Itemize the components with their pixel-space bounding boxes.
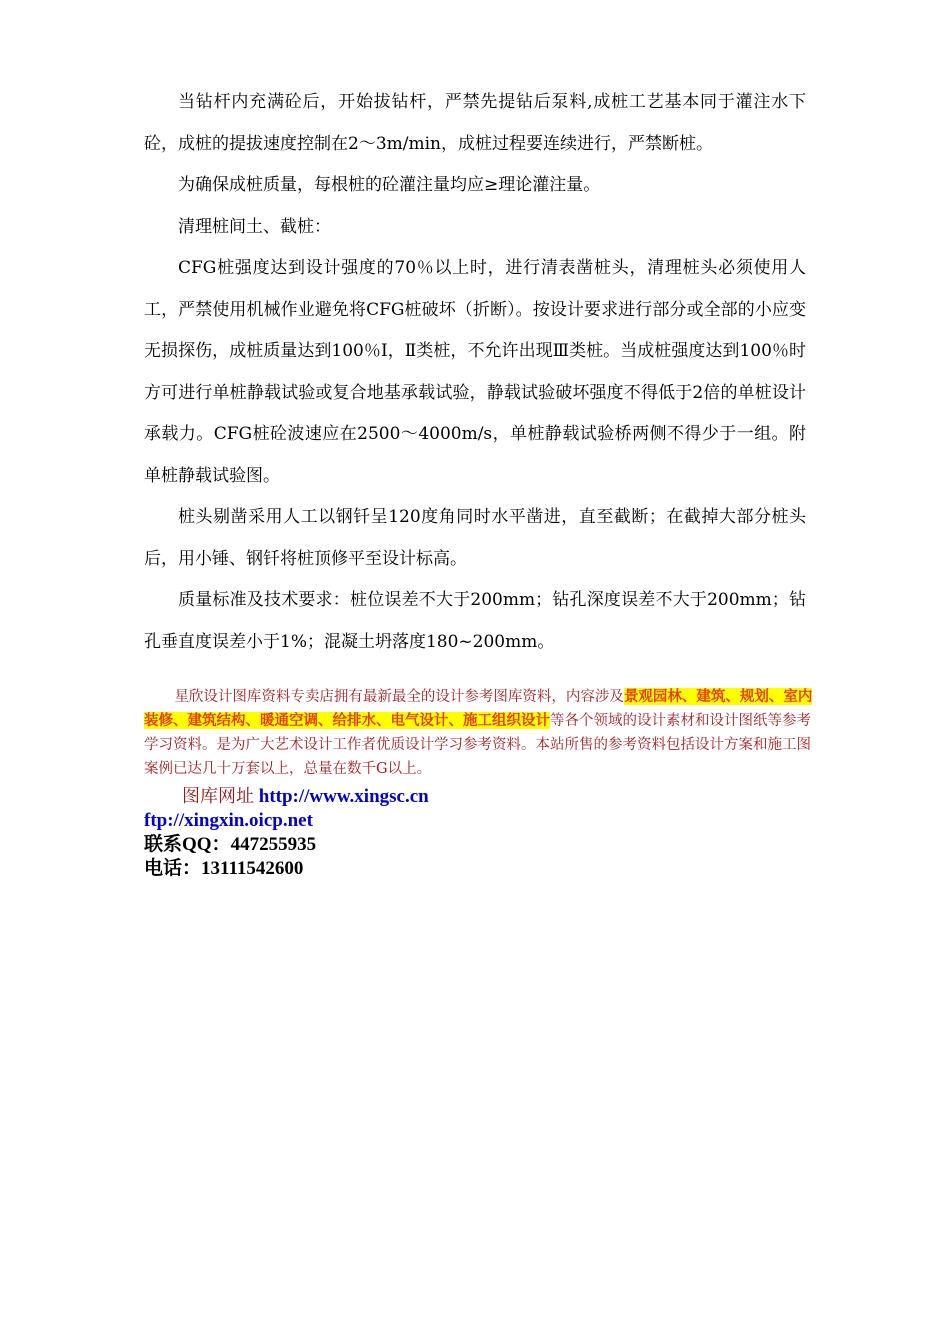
advertisement-text	[144, 685, 824, 781]
paragraph-cfg-strength: CFG桩强度达到设计强度的70％以上时，进行清表凿桩头，清理桩头必须使用人工，严禁使用机械作业避免将CFG桩破坏（折断）。按设计要求进行部分或全部的小应变无损探伤，成桩质量达到100％Ⅰ，Ⅱ类桩，不允许出现Ⅲ类桩。当成桩强度达到100％时方可进行单桩静载试验或复合地基承载试验，静载试验破坏强度不得低于2倍的单桩设计承载力。CFG桩砼波速应在2500～4000m/s，单桩静载试验桥两侧不得少于一组。附单桩静载试验图。	[144, 258, 806, 486]
paragraph-pile-head-cutting: 桩头剔凿采用人工以钢钎呈120度角同时水平凿进，直至截断；在截掉大部分桩头后，用小锤、钢钎将桩顶修平至设计标高。	[144, 507, 806, 569]
qq-line	[144, 833, 429, 857]
ftp-link[interactable]: ftp://xingxin.oicp.net	[144, 810, 313, 831]
contact-info	[144, 785, 429, 881]
ad-intro: 星欣设计图库资料专卖店拥有最新最全的设计参考图库资料，内容涉及	[174, 689, 624, 705]
document-body	[144, 82, 806, 663]
paragraph-pour-volume: 为确保成桩质量，每根桩的砼灌注量均应≥理论灌注量。	[178, 175, 601, 195]
ftp-line	[144, 809, 429, 833]
qq-label: 联系QQ：	[144, 834, 231, 855]
ad-rest: 等各个领域的设计素材和设计图纸等参考学习资料。是为广大艺术设计工作者优质设计学习参考资料。本站所售的参考资料包括设计方案和施工图案例已达几十万套以上，总量在数千G以上。	[144, 713, 811, 777]
phone-label: 电话：	[144, 858, 202, 879]
advertisement-block	[144, 685, 824, 781]
website-label: 图库网址	[182, 786, 254, 807]
website-line	[144, 785, 429, 809]
qq-number: 447255935	[230, 834, 317, 855]
ad-highlight: 景观园林、建筑、规划、室内装修、建筑结构、暖通空调、给排水、电气设计、施工组织设计	[144, 688, 813, 729]
paragraph-quality-standards: 质量标准及技术要求：桩位误差不大于200mm；钻孔深度误差不大于200mm；钻孔垂直度误差小于1%；混凝土坍落度180~200mm。	[144, 590, 806, 652]
paragraph-clean-soil-heading: 清理桩间土、截桩：	[178, 216, 331, 237]
phone-number: 13111542600	[201, 858, 304, 879]
paragraph-pull-drill-rod: 当钻杆内充满砼后，开始拔钻杆，严禁先提钻后泵料,成桩工艺基本同于灌注水下砼，成桩的提拔速度控制在2～3m/min，成桩过程要连续进行，严禁断桩。	[144, 92, 806, 154]
phone-line	[144, 857, 429, 881]
website-link[interactable]: http://www.xingsc.cn	[258, 786, 429, 807]
